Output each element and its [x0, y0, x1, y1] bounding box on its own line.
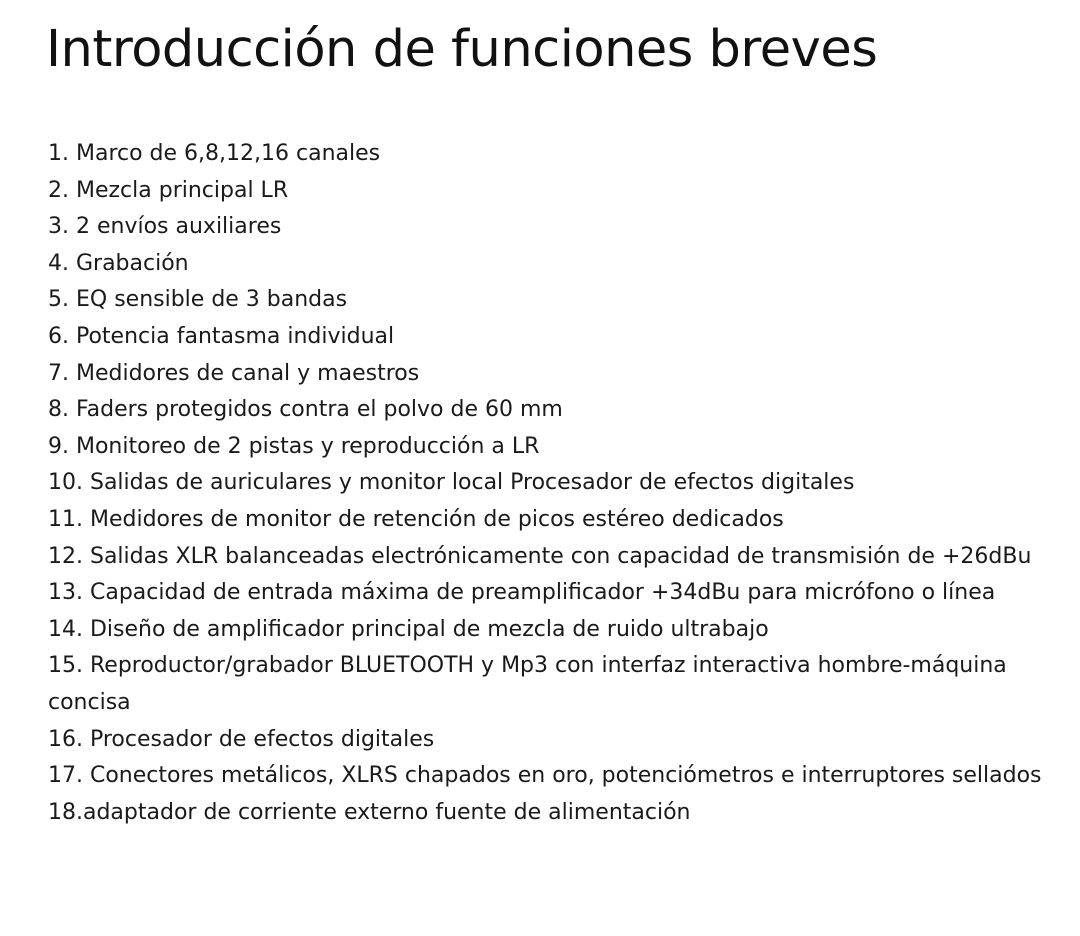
feature-item: 1. Marco de 6,8,12,16 canales [48, 141, 381, 166]
feature-item: 15. Reproductor/grabador BLUETOOTH y Mp3 con interfaz interactiva hombre-máquina concisa [48, 653, 1007, 715]
feature-item: 3. 2 envíos auxiliares [48, 214, 282, 240]
feature-item: 17. Conectores metálicos, XLRS chapados en oro, potenciómetros e interruptores sellados [48, 763, 1042, 789]
feature-item: 14. Diseño de amplificador principal de mezcla de ruido ultrabajo [48, 616, 769, 642]
feature-item: 10. Salidas de auriculares y monitor local Procesador de efectos digitales [48, 470, 855, 496]
feature-item: 16. Procesador de efectos digitales [48, 726, 435, 752]
feature-item: 2. Mezcla principal LR [48, 177, 289, 203]
feature-item: 6. Potencia fantasma individual [48, 323, 395, 349]
feature-item: 13. Capacidad de entrada máxima de preamplificador +34dBu para micrófono o línea [48, 580, 996, 606]
feature-item: 4. Grabación [48, 250, 189, 276]
page-title: Introducción de funciones breves [46, 20, 878, 79]
feature-item: 5. EQ sensible de 3 bandas [48, 287, 348, 313]
feature-item: 12. Salidas XLR balanceadas electrónicamente con capacidad de transmisión de +26dBu [48, 543, 1032, 569]
feature-item: 11. Medidores de monitor de retención de picos estéreo dedicados [48, 506, 784, 532]
feature-list [48, 136, 1058, 831]
feature-item: 8. Faders protegidos contra el polvo de 60 mm [48, 397, 563, 423]
feature-item: 9. Monitoreo de 2 pistas y reproducción a LR [48, 433, 540, 459]
feature-item: 7. Medidores de canal y maestros [48, 360, 420, 386]
feature-item: 18.adaptador de corriente externo fuente de alimentación [48, 799, 691, 825]
